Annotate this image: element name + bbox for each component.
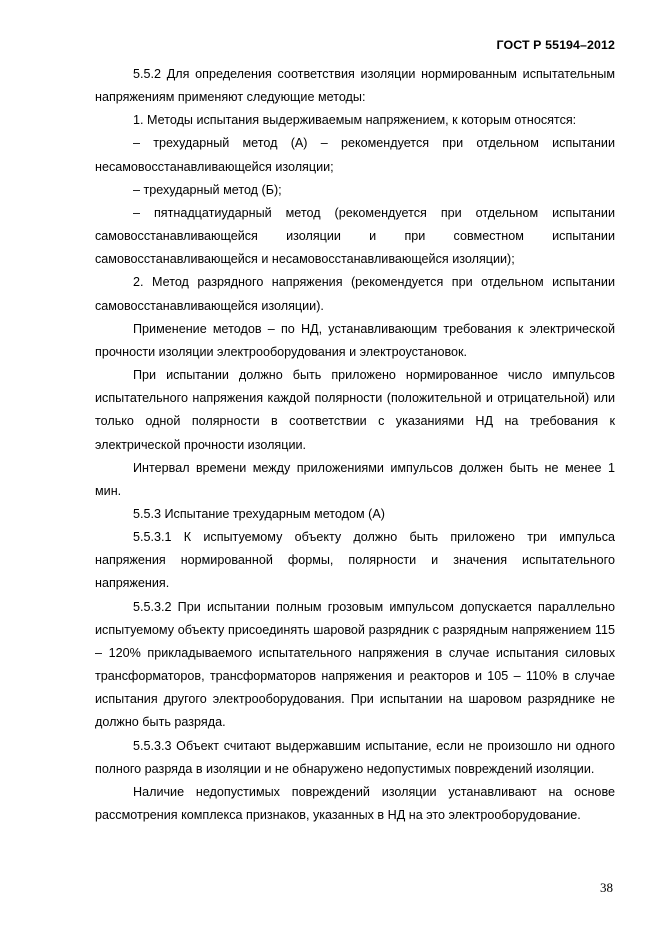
- paragraph-5-5-3-1: 5.5.3.1 К испытуемому объекту должно быть приложено три импульса напряжения нормированной формы, полярности и значения испытательного напряжения.: [95, 530, 615, 591]
- paragraph-5-5-3: 5.5.3 Испытание трехударным методом (А): [133, 506, 385, 521]
- document-header-code: ГОСТ Р 55194–2012: [496, 38, 615, 52]
- paragraph-interval: Интервал времени между приложениями импульсов должен быть не менее 1 мин.: [95, 460, 615, 498]
- paragraph-5-5-3-3: 5.5.3.3 Объект считают выдержавшим испытание, если не произошло ни одного полного разряда в изоляции и не обнаружено недопустимых повреждений изоляции.: [95, 738, 615, 776]
- paragraph-method-1: 1. Методы испытания выдерживаемым напряжением, к которым относятся:: [133, 113, 577, 128]
- paragraph-method-15: – пятнадцатиударный метод (рекомендуется при отдельном испытании самовосстанавливающейся изоляции и при совместном испытании самовосстанавливающейся и несамовосстанавливающейся изоляции);: [95, 205, 615, 267]
- paragraph-5-5-2: 5.5.2 Для определения соответствия изоляции нормированным испытательным напряжениям применяют следующие методы:: [95, 67, 615, 105]
- paragraph-method-b: – трехударный метод (Б);: [133, 182, 282, 197]
- paragraph-5-5-3-2: 5.5.3.2 При испытании полным грозовым импульсом допускается параллельно испытуемому объекту присоединять шаровой разрядник с разрядным напряжением 115 – 120% прикладываемого испытательного напряжения в случае испытания силовых трансформаторов, трансформаторов напряжения и реакторов и 105 – 110% в случае испытания другого электрооборудования. При испытании на шаровом разряднике не должно быть разряда.: [95, 599, 615, 730]
- document-body: [95, 63, 615, 827]
- paragraph-method-a: – трехударный метод (А) – рекомендуется при отдельном испытании несамовосстанавливающейся изоляции;: [95, 136, 615, 174]
- paragraph-damage: Наличие недопустимых повреждений изоляции устанавливают на основе рассмотрения комплекса признаков, указанных в НД на это электрооборудование.: [95, 784, 615, 822]
- paragraph-application: Применение методов – по НД, устанавливающим требования к электрической прочности изоляции электрооборудования и электроустановок.: [95, 321, 615, 359]
- paragraph-method-2: 2. Метод разрядного напряжения (рекомендуется при отдельном испытании самовосстанавливающейся изоляции).: [95, 275, 615, 313]
- page-number: 38: [600, 880, 613, 895]
- paragraph-impulse-count: При испытании должно быть приложено нормированное число импульсов испытательного напряжения каждой полярности (положительной и отрицательной) или только одной полярности в соответствии с указаниями НД на требования к электрической прочности изоляции.: [95, 368, 615, 452]
